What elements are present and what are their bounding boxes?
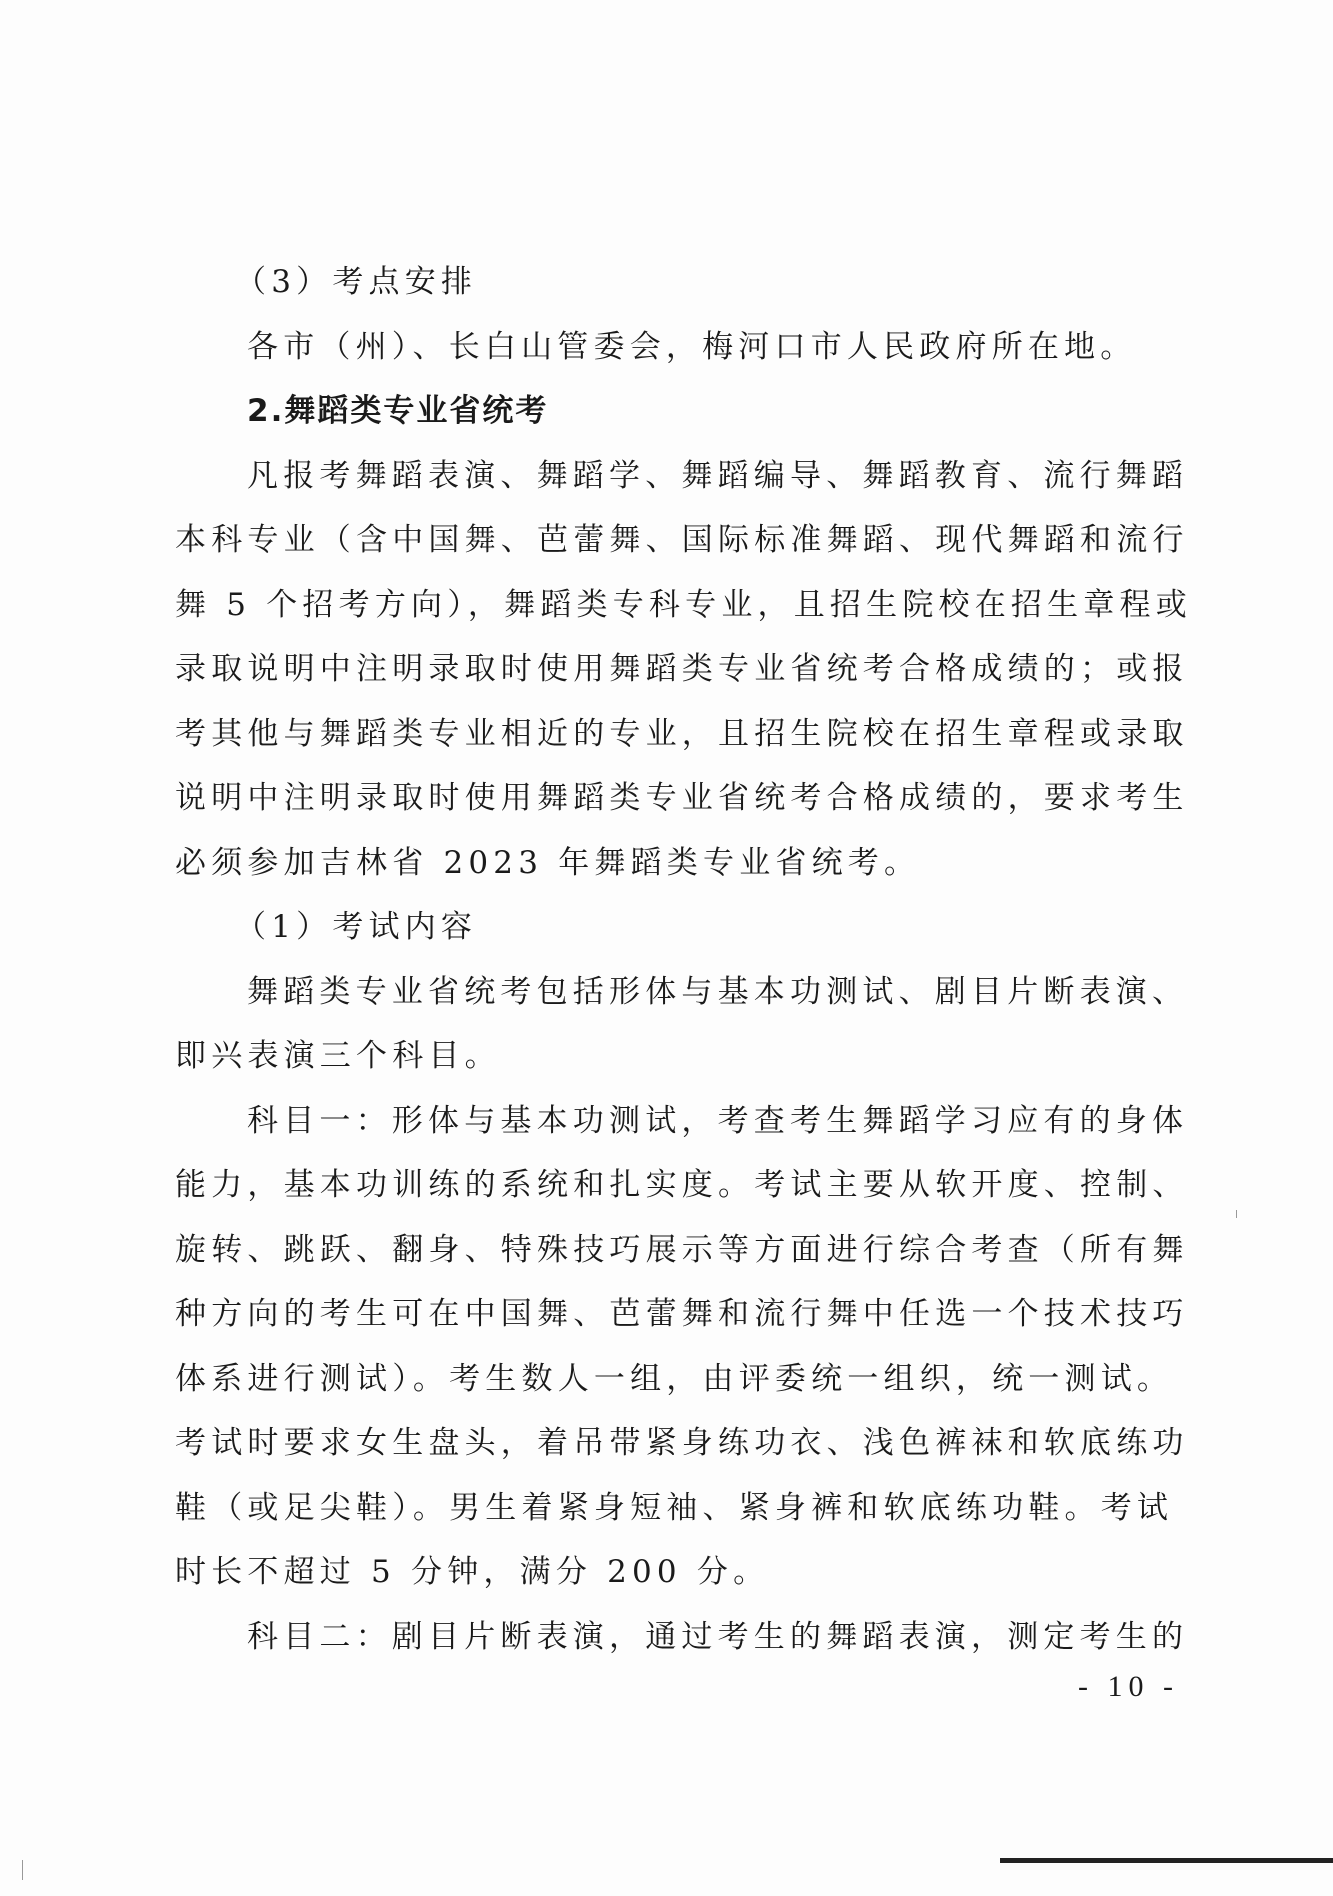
paragraph-line: 本科专业（含中国舞、芭蕾舞、国际标准舞蹈、现代舞蹈和流行	[175, 522, 1189, 558]
paragraph-line: 即兴表演三个科目。	[175, 1038, 501, 1074]
paragraph-line: 说明中注明录取时使用舞蹈类专业省统考合格成绩的，要求考生	[175, 780, 1189, 816]
paragraph-line: 凡报考舞蹈表演、舞蹈学、舞蹈编导、舞蹈教育、流行舞蹈	[247, 457, 1189, 494]
paragraph-line: 考试时要求女生盘头，着吊带紧身练功衣、浅色裤袜和软底练功	[175, 1425, 1189, 1461]
subheading-exam-location: （3）考点安排	[235, 264, 478, 300]
paragraph-line: 能力，基本功训练的系统和扎实度。考试主要从软开度、控制、	[175, 1167, 1189, 1203]
paragraph-line: 考其他与舞蹈类专业相近的专业，且招生院校在招生章程或录取	[175, 715, 1189, 752]
paragraph-line: 科目二：剧目片断表演，通过考生的舞蹈表演，测定考生的	[247, 1618, 1189, 1655]
subheading-exam-content: （1）考试内容	[235, 909, 478, 945]
paragraph-line: 舞蹈类专业省统考包括形体与基本功测试、剧目片断表演、	[247, 973, 1189, 1010]
scan-speck	[22, 1860, 23, 1880]
paragraph-line: 必须参加吉林省 2023 年舞蹈类专业省统考。	[175, 844, 921, 881]
section-heading-dance: 2.舞蹈类专业省统考	[247, 393, 549, 429]
paragraph-line: 舞 5 个招考方向），舞蹈类专科专业，且招生院校在招生章程或	[175, 586, 1192, 623]
paragraph-line: 各市（州）、长白山管委会，梅河口市人民政府所在地。	[247, 328, 1137, 365]
paragraph-line: 旋转、跳跃、翻身、特殊技巧展示等方面进行综合考查（所有舞	[175, 1231, 1189, 1268]
paragraph-line: 种方向的考生可在中国舞、芭蕾舞和流行舞中任选一个技术技巧	[175, 1296, 1189, 1332]
scan-speck	[1236, 1210, 1237, 1218]
paragraph-line: 时长不超过 5 分钟，满分 200 分。	[175, 1554, 770, 1590]
paragraph-line: 录取说明中注明录取时使用舞蹈类专业省统考合格成绩的；或报	[175, 651, 1189, 687]
page-number: - 10 -	[1078, 1670, 1179, 1703]
document-body	[175, 250, 1192, 1669]
paragraph-line: 体系进行测试）。考生数人一组，由评委统一组织，统一测试。	[175, 1360, 1174, 1397]
paragraph-line: 鞋（或足尖鞋）。男生着紧身短袖、紧身裤和软底练功鞋。考试	[175, 1489, 1174, 1526]
bottom-rule	[1000, 1858, 1333, 1863]
paragraph-line: 科目一：形体与基本功测试，考查考生舞蹈学习应有的身体	[247, 1102, 1189, 1139]
